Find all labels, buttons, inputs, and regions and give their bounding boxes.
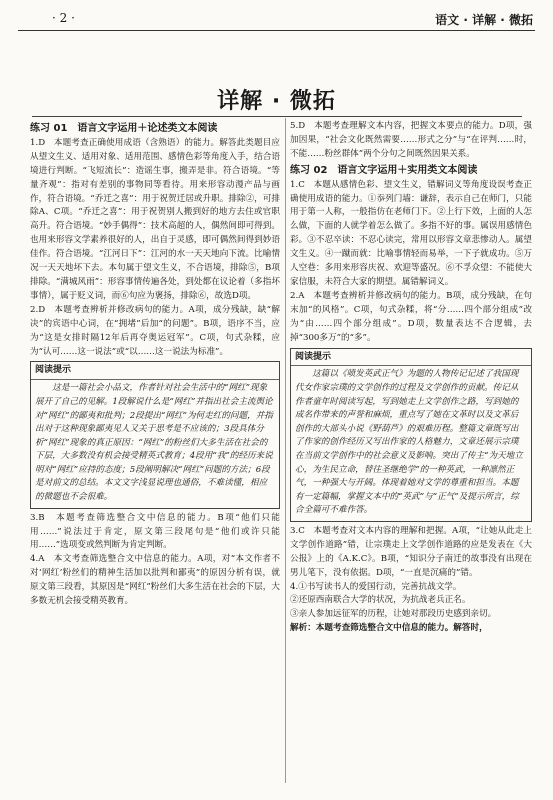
reading-tip-title: 阅读提示 <box>31 364 279 380</box>
left-column <box>30 120 280 609</box>
reading-tip-text: 这是一篇社会小品文，作者针对社会生活中的“网红”现象展开了自己的见解。1段解说什么是“网红”并指出社会主流舆论对“网红”的鄙夷和批判；2段提出“网红”为何走红的问题，并指出对于这种现象鄙夷见人又关于思考是不应该的；3段具体分析“网红”现象的真正原因：“网红”的粉丝们大多生活在社会的下层，大多数没有机会接受精英式教育；4段用“我”的经历来说明对“网红”应持的态度；5段阐明解决“网红”问题的方法；6段是对前文的总结。本文文字浅显说理也通俗，不难读懂，相应的微题也不会很难。 <box>35 383 273 503</box>
section-heading-01: 练习 01 语言文字运用＋论述类文本阅读 <box>30 123 218 134</box>
reading-tip-text-2: 这篇以《喷发英武正气》为题的人物传记记述了我国现代女作家宗璞的文学创作的过程及文学创作的贡献。传记从作者童年时阅读写起，写到她走上文学创作之路，写到她的成名作带来的声誉和麻烦，重点写了她在文革时以及文革后创作的大部头小说《野葫芦》的艰难历程。整篇文章既写出了作家的创作经历又写出作家的人格魅力，文章还展示宗璞在当前文学创作中的社会意义及影响。突出了传主“为天地立心，为生民立命，替往圣继绝学”的一种英武，一种凛然正气，一种强大与开阔。体现着她对文学的尊重和担当。本题有一定篇幅，掌握文本中的“英武”与“正气”及提示所言，综合全篇可不难作答。 <box>295 369 523 516</box>
answer-2: 2.D 本题考查辨析并修改病句的能力。A项，成分残缺，缺“解决”的宾语中心词，在“拥堵”后加“的问题”。B项，语序不当，应为“这是女排时隔12年后再夺奥运冠军”。C项，句式杂糅，应为“认可……这一说法”或“以……这一说法为标准”。 <box>30 304 280 357</box>
reading-tip-box-2 <box>290 348 532 522</box>
answer-5: 5.D 本题考查理解文本内容，把握文本要点的能力。D项，强加因果，“社会文化既然需要……形式之分”与“在评判……时，不能……粉丝群体”两个分句之间既然因果关系。 <box>290 121 532 159</box>
answer-2-analysis: 解析：本题考查筛选整合文中信息的能力。解答时， <box>290 623 488 634</box>
answer-1: 1.D 本题考查正确使用成语（含熟语）的能力。解答此类题目应从望文生义、适用对象、适用范围、感情色彩等角度入手，结合语境进行判断。“飞短流长”：造谣生事，搬弄是非。符合语境。“等量齐观”：指对有差别的事物同等看待。用来形容动漫产品与画作，符合语境。“乔迁之喜”：用于祝贺迁居或升职。排除②，可排除A、C项。“乔迁之喜”：用于祝贺别人搬到好的地方去住或官职高升。符合语境。“妙手偶得”：技术高超的人，偶然间即可得到。也用来形容文学素养很好的人，出自于灵感，即可偶然间得到妙语佳作。符合语境。“江河日下”：江河的水一天天地向下流。比喻情况一天天地坏下去。本句属于望文生义，不合语境，排除⑤，B项排除。“满城风雨”：形容事情传遍各处，到处都在议论着（多指坏事情），属于贬义词，而⑥句应为褒扬，排除⑥，故选D项。 <box>30 137 280 301</box>
answer-2-1: 1.C 本题从感情色彩、望文生义，错解词义等角度设误考查正确使用成语的能力。①忝列门墙：谦辞，表示自己在师门，只能用于第一人称，一般指仿在老师门下。②上行下效，上面的人怎么做，下面的人就学着怎么做了。多指不好的事。属误用感情色彩。③不忍卒读：不忍心读完，常用以形容文章悲惨动人。属望文生义。④一蹴而就：比喻事情轻而易举，一下子就成功。⑤万人空巷：多用来形容庆祝、欢迎等盛况。⑥不孚众望：不能使大家信服，未符合大家的期望。属错解词义。 <box>290 179 532 287</box>
section-heading-02: 练习 02 语言文字运用＋实用类文本阅读 <box>290 164 478 176</box>
answer-2-4c: ③亲人参加远征军的历程，让她对那段历史感到亲切。 <box>290 609 497 620</box>
answer-2-2: 2.A 本题考查辨析并修改病句的能力。B项，成分残缺，在句末加“的风格”。C项，句式杂糅，将“分……四个部分组成”改为“由……四个部分组成”。D项，数量表达不合逻辑，去掉“300多万”的“多”。 <box>290 290 532 343</box>
book-title: 语文 · 详解 · 微拓 <box>435 13 533 27</box>
answer-2-3: 3.C 本题考查对文本内容的理解和把握。A项，“让她从此走上文学创作道路”错，让宗璞走上文学创作道路的应是发表在《大公报》上的《A.K.C》。B项，“知识分子南迁的故事没有出现在男儿笔下，没有依据。D项，“一直是沉痛的”错。 <box>290 525 532 578</box>
page-header <box>18 8 535 31</box>
answer-2-4b: ②还原西南联合大学的状况，为抗战老兵正名。 <box>290 595 471 606</box>
answer-3: 3.B 本题考查筛选整合文中信息的能力。B项“他们只能用……”说法过于肯定，原文第三段尾句是“他们或许只能用……”选项变或然判断为肯定判断。 <box>30 512 280 551</box>
reading-tip-title-2: 阅读提示 <box>291 351 531 367</box>
title-rule <box>32 116 522 117</box>
page-number: · 2 · <box>52 11 75 25</box>
reading-tip-box <box>30 361 280 508</box>
answer-2-4: 4.①书写读书人的爱国行动，完善抗战文学。 <box>290 581 462 592</box>
column-divider <box>285 118 286 783</box>
page-title: 详解 · 微拓 <box>217 89 336 114</box>
right-column <box>290 120 532 636</box>
answer-4: 4.A 本文考查筛选整合文中信息的能力。A项，对“本文作者不对‘网红’粉丝们的精神生活加以批判和鄙夷”的原因分析有误，就原文第三段看，其原因是“网红”粉丝们大多生活在社会的下层，大多数无机会接受精英教育。 <box>30 554 280 607</box>
